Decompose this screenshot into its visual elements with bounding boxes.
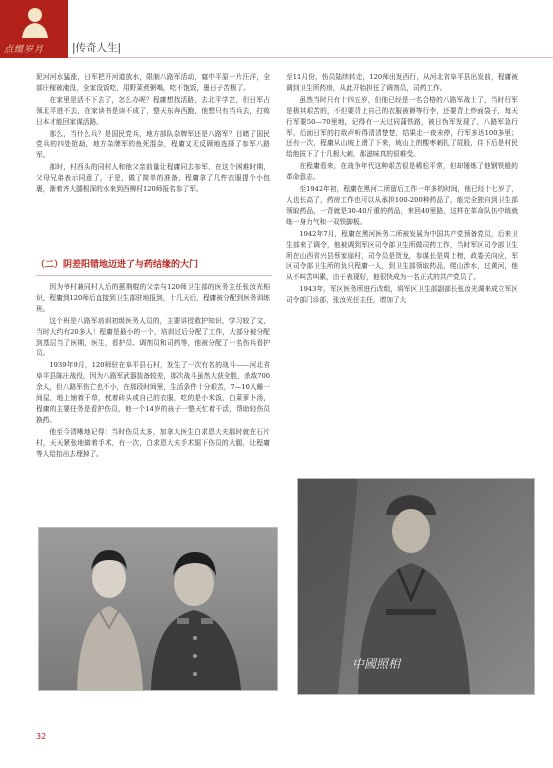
paragraph: 这个班是八路军培训初级医务人员的，主要讲授救护知识，学习较了文，当时大约有20多人！程庸是最小的一个，培训过后分配了工作，大部分被分配到基层当了医期，医生，看护员、调剂员和司药等，他被分配了一名伤兵看护员。	[36, 316, 270, 358]
paragraph: 在家里是活不下去了，怎么办呢？程庸想找活路，去北平学艺，但日军占领北平进不去，在家读书是读不成了，整天东奔西跑，他想只有当兵去，打败日本才能回家谋活路。	[36, 95, 270, 126]
paragraph: 泥河河水猛涨，日军把开河道放水，限制八路军活动，腐中平原一片汪洋，全部庄稼被淹没，全家没饭吃，用野菜煮粥喝，吃不饱饭，墨日子苦极了。	[36, 73, 270, 92]
paragraph: 虽然当时只有十四五岁，但他已经是一名合格的八路军战士了，当时行军是极其艰苦的，不但要背上自己的衣服被褥等行李，还要背上炒面袋子，每天行军要50—70里地，记得有一天过同蒲铁路，被日伪军发现了，八路军急行军，后面日军的打敌声听得清清楚楚，结果走一夜未停，行军多达100多里；还有一次，程庸从山坡上滑了下来，坡山上的酸枣刺扎了屁股，住下后是村民给他拔下了十几根大刺，那滋味真的很难受。	[286, 95, 518, 159]
paragraph: 那么，当什么兵？是国民党兵，地方部队杂牌军还是八路军？目睹了国民党兵的四处抢劫，地方杂牌军的鱼死混杂，程庸又无反顾地选择了参军八路军。	[36, 129, 270, 160]
paragraph: 1943年，军区医务所进行改组，将军区卫生部副部长张汝光调来成立军区司令部门诊部，张汝光任主任，增加了大	[286, 285, 518, 305]
section-label: |传奇人生|	[72, 42, 122, 54]
paragraph: 1942年7月，程庸在黑河医务二所被发展为中国共产党预备党员，后来卫生部来了调令，他被调到军区司令部卫生所做司药工作，当时军区司令部卫生所在山西省兴县蔡家崖村，司令员是贺龙，参谋长是周士榜，政委关向应，军区司令部卫生所的负只程庸一人，到卫生部领取药品，爬山涉水，过黄河，他从不叫苦叫累，由于表现好，他很快成为一名正式的共产党员了。	[286, 229, 518, 282]
left-column-top	[36, 72, 270, 196]
paragraph: 那时，村西头的同村人和他父亲前量让程庸同去参军，在这个困难时期，父母兄弟表示同意了，于是，做了简单的准备，程庸拿了几件衣服提个小包裹，渐着齐大腿根深的水来到西柳村120师报名参了军。	[36, 163, 270, 194]
paragraph: 至11月份，伤员陆续转走，120师出发西行，从河北省阜平县出发前，程庸被调到卫生所药房，从此开始担任了调剂员，司药工作。	[286, 73, 518, 92]
portrait-silhouette-icon	[18, 4, 52, 38]
page-number: 32	[36, 732, 47, 741]
header-divider	[68, 57, 553, 58]
paragraph: 在程庸看来，在战争年代这种艰苦很是稀松平常，但却锤炼了他钢铁般的革命意志。	[286, 162, 518, 182]
page-header	[0, 0, 553, 58]
section-subheading: （二）阴差阳错地迈进了与药结缘的大门	[36, 260, 199, 270]
subheading-divider	[36, 275, 272, 276]
logo-text: 点缀岁月	[4, 45, 45, 55]
right-column	[286, 72, 518, 307]
left-column-bottom	[36, 282, 270, 461]
paragraph: 因为爷村兼同村人后的蕙荆棍的父亲与120师卫生部的医务主任张汝光相识，程庸到120师后直接到卫生部驻地报到，十几天后，程庸被分配到医务训练班。	[36, 283, 270, 313]
paragraph: 至1942年初，程庸在黑河二所留后工作一年多的时间，他已经十七岁了，人也长高了，药房工作也可以从承担100-200种药品了，能完全独自到卫生部领取药品，一背就是30-40斤重的药品，来回40里路，这样在革命队伍中练就练一身力气和一双铁脚板。	[286, 185, 518, 226]
paragraph: 他至今清晰地记得：当时伤员太多，加拿大医生白求恩大夫那时就在石片村，天天紧张地做着手术，有一次，白求恩大夫手术锯下伤员的大腿，让程庸等人给抬出去埋掉了。	[36, 427, 270, 458]
soldier-photo-image	[298, 479, 534, 694]
soldier-photo	[297, 478, 535, 695]
photo-studio-stamp: 中國照相	[352, 657, 401, 671]
paragraph: 1939年9月，120师驻在阜平县石村，发生了一次有名的战斗——河北省阜平县陈庄战役，因为八路军武器装备较差，那次战斗虽然大获全胜，杀敌700余人，但八路军伤亡也不小，在那段时间里，生活条件十分艰苦，7—10人睡一间屋，地上铺着干草，枕着砖头或自己的衣服，吃的是小米饭，白菜萝卜汤，程庸的主要任务是看护伤员，他一个14岁的孩子一整天忙着干活，帮助轻伤员换药。	[36, 361, 270, 424]
couple-photo	[38, 527, 278, 691]
logo	[0, 0, 68, 58]
couple-photo-image	[39, 528, 277, 690]
